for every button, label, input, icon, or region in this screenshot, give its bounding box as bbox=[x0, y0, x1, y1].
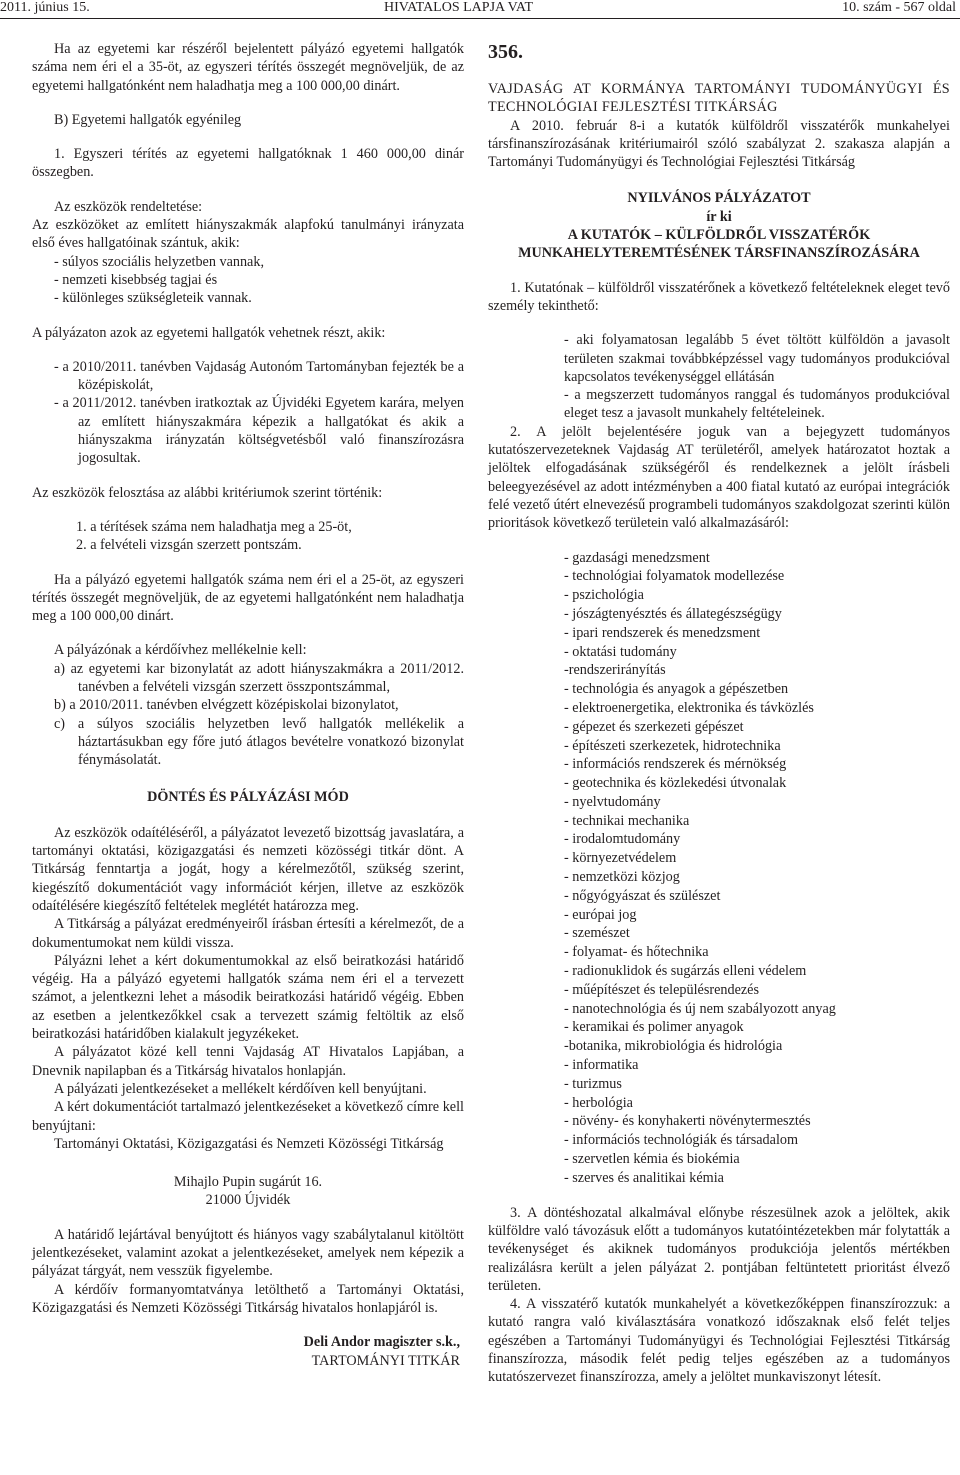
list-item: - különleges szükségleteik vannak. bbox=[54, 290, 252, 307]
paragraph: 3. A döntéshozatal alkalmával előnybe részesülnek azok a jelöltek, akik külföldre való távozásuk előtt a tudományos kutatóintézetekben már folytatták a tevékenységet és akiknek tudományos produkciója jelentős mértékben realizálásra került a jelen pályázat 2. pontjában feltüntetett prioritást élvező területen. bbox=[488, 1204, 950, 1294]
attachment-list bbox=[32, 660, 464, 770]
announcement-title: ír ki bbox=[706, 208, 732, 225]
paragraph: A Titkárság a pályázat eredményeiről írásban értesíti a kérelmezőt, de a dokumentumokat nem küldi vissza. bbox=[32, 916, 464, 951]
list-item: a) az egyetemi kar bizonylatát az adott hiányszakmákra a 2011/2012. tanévben a felvételi vizsgán szerzett összpontszámmal, bbox=[54, 660, 464, 696]
list-item: - a megszerzett tudományos ranggal és tudományos produkcióval eleget tesz a javasolt munkahely feltételeinek. bbox=[564, 387, 950, 422]
paragraph: A pályázaton azok az egyetemi hallgatók vehetnek részt, akik: bbox=[32, 324, 386, 341]
paragraph: A kért dokumentációt tartalmazó jelentkezéseket a következő címre kell benyújtani: bbox=[32, 1099, 464, 1134]
list-item: - gépezet és szerkezeti gépészet bbox=[564, 718, 744, 735]
list-item: - információs technológiák és társadalom bbox=[564, 1132, 799, 1149]
list-item: 1. a térítések száma nem haladhatja meg a 25-öt, bbox=[76, 518, 352, 535]
list-item: - környezetvédelem bbox=[564, 850, 677, 867]
paragraph: 1. Egyszeri térítés az egyetemi hallgatóknak 1 460 000,00 dinár összegben. bbox=[32, 146, 464, 181]
paragraph: 2. A jelölt bejelentésére joguk van a bejegyzett tudományos kutatószervezeteknek Vajdaság AT területéről, amelyek határozatot hoztak a jelöltek elfogadásának szükségéről és rendelkeznek a jelölt írásbeli beleegyezésével az adott intézményben a 400 fiatal kutató az európai integrációk felé vezető útért elnevezésű programbeli tudományos szakdolgozat szerinti külön prioritások következő területein való alkalmazásáról: bbox=[488, 423, 950, 532]
right-column bbox=[488, 40, 950, 1387]
announcement-title: MUNKAHELYTEREMTÉSÉNEK TÁRSFINANSZÍROZÁSÁRA bbox=[518, 245, 920, 262]
list-item: - nemzetközi közjog bbox=[564, 869, 680, 886]
decision-heading: DÖNTÉS ÉS PÁLYÁZÁSI MÓD bbox=[147, 788, 349, 805]
list-item: - oktatási tudomány bbox=[564, 643, 677, 660]
list-item: - ipari rendszerek és menedzsment bbox=[564, 624, 761, 641]
paragraph: 4. A visszatérő kutatók munkahelyét a következőképpen finanszírozzuk: a kutató rangra való kiválasztására vonatkozó időszaknak első felét teljes egészében a Tartományi Tudományügyi és Technológiai Fejlesztési Titkárság finanszírozza, második felét pedig teljes egészében az a tudományos kutatószervezet finanszírozza, amely a jelöltet munkaviszonyt létesít. bbox=[488, 1296, 950, 1386]
list-item: 2. a felvételi vizsgán szerzett pontszám. bbox=[76, 537, 302, 554]
address-street: Mihajlo Pupin sugárút 16. bbox=[173, 1174, 323, 1191]
issuer-name: VAJDASÁG AT KORMÁNYA TARTOMÁNYI TUDOMÁNYÜGYI ÉS TECHNOLÓGIAI FEJLESZTÉSI TITKÁRSÁG bbox=[488, 81, 950, 116]
signer-name: Deli Andor magiszter s.k., bbox=[303, 1334, 460, 1351]
address-city: 21000 Újvidék bbox=[205, 1192, 291, 1209]
announcement-title: NYILVÁNOS PÁLYÁZATOT bbox=[627, 190, 811, 207]
list-item: b) a 2010/2011. tanévben elvégzett középiskolai bizonylatot, bbox=[54, 697, 399, 714]
purpose-list bbox=[32, 253, 464, 308]
paragraph: 1. Kutatónak – külföldről visszatérőnek a következő feltételeknek eleget tevő személy tekinthető: bbox=[488, 279, 950, 314]
announcement-title: A KUTATÓK – KÜLFÖLDRŐL VISSZATÉRŐK bbox=[567, 227, 871, 244]
header-date: 2011. június 15. bbox=[0, 0, 90, 15]
left-column bbox=[32, 40, 464, 1370]
list-item: - szemészet bbox=[564, 925, 630, 942]
participant-list bbox=[32, 358, 464, 468]
section-heading: Az eszközök felosztása az alábbi kritériumok szerint történik: bbox=[32, 484, 383, 501]
list-item: -rendszerirányítás bbox=[564, 662, 666, 679]
list-item: - informatika bbox=[564, 1057, 639, 1074]
conditions-list bbox=[488, 331, 950, 422]
section-heading: A pályázónak a kérdőívhez mellékelnie kell: bbox=[54, 642, 307, 659]
list-item: - folyamat- és hőtechnika bbox=[564, 944, 709, 961]
criteria-list bbox=[32, 518, 464, 555]
paragraph: A határidő lejártával benyújtott és hiányos vagy szabálytalanul kitöltött jelentkezéseket, valamint azokat a jelentkezéseket, amelyek nem képezik a pályázat tárgyát, nem vesszük figyelembe. bbox=[32, 1226, 464, 1280]
header-page-number: 10. szám - 567 oldal bbox=[842, 0, 956, 15]
list-item: - információs rendszerek és mérnökség bbox=[564, 756, 787, 773]
list-item: - elektroenergetika, elektronika és távközlés bbox=[564, 699, 814, 716]
list-item: - gazdasági menedzsment bbox=[564, 549, 710, 566]
list-item: c) a súlyos szociális helyzetben levő hallgatók mellékelik a háztartásukban egy főre jutó átlagos bevételre vonatkozó bizonylat fénymásolatát. bbox=[54, 715, 464, 769]
list-item: - nemzeti kisebbség tagjai és bbox=[54, 271, 218, 288]
list-item: - nyelvtudomány bbox=[564, 793, 661, 810]
page-header bbox=[0, 0, 960, 19]
paragraph: A pályázati jelentkezéseket a mellékelt kérdőíven kell benyújtani. bbox=[54, 1080, 427, 1097]
list-item: - pszichológia bbox=[564, 587, 644, 604]
list-item: -botanika, mikrobiológia és hidrológia bbox=[564, 1038, 783, 1055]
list-item: - herbológia bbox=[564, 1094, 633, 1111]
list-item: - technikai mechanika bbox=[564, 812, 690, 829]
list-item: - nanotechnológia és új nem szabályozott anyag bbox=[564, 1000, 836, 1017]
list-item: - szerves és analitikai kémia bbox=[564, 1169, 724, 1186]
list-item: - technológiai folyamatok modellezése bbox=[564, 568, 785, 585]
paragraph: Ha a pályázó egyetemi hallgatók száma nem éri el a 25-öt, az egyszeri térítés összegét megnöveljük, de az egyetemi hallgatónként nem haladhatja meg a 100 000,00 dinárt. bbox=[32, 571, 464, 625]
section-heading: B) Egyetemi hallgatók egyénileg bbox=[54, 111, 242, 128]
list-item: - irodalomtudomány bbox=[564, 831, 681, 848]
list-item: - keramikai és polimer anyagok bbox=[564, 1019, 744, 1036]
list-item: - súlyos szociális helyzetben vannak, bbox=[54, 253, 264, 270]
list-item: - műépítészet és településrendezés bbox=[564, 981, 759, 998]
paragraph: Az eszközöket az említett hiányszakmák alapfokú tanulmányi irányzata első éves hallgatóinak szántuk, akik: bbox=[32, 217, 464, 252]
paragraph: Ha az egyetemi kar részéről bejelentett pályázó egyetemi hallgatók száma nem éri el a 35-öt, az egyszeri térítés összegét megnöveljük, de az egyetemi hallgatónként nem haladhatja meg a 100 000,00 dinárt. bbox=[32, 41, 464, 94]
paragraph: Pályázni lehet a kért dokumentumokkal az első beiratkozási határidő végéig. Ha a pályázó egyetemi hallgatók száma nem éri el a tervezett számot, a jelentkezni lehet a második beiratkozási határidő végéig. Ebben az esetben a jelentkezőkkel csak a tervezett számig feltöltik az első beiratkozási határidőben kialakult jegyzékeket. bbox=[32, 952, 464, 1043]
list-item: - nőgyógyászat és szülészet bbox=[564, 887, 721, 904]
list-item: - aki folyamatosan legalább 5 évet töltött külföldön a javasolt területen szakmai továbbképzéssel vagy tudományos produkcióval kapcsolatos tevékenységgel ellátásán bbox=[564, 332, 950, 385]
list-item: - a 2010/2011. tanévben Vajdaság Autonóm Tartományban fejezték be a középiskolát, bbox=[54, 358, 464, 394]
list-item: - növény- és konyhakerti növénytermesztés bbox=[564, 1113, 811, 1130]
decision-number: 356. bbox=[488, 41, 523, 63]
list-item: - jószágtenyésztés és állategészségügy bbox=[564, 605, 782, 622]
paragraph: A kérdőív formanyomtatványa letölthető a Tartományi Oktatási, Közigazgatási és Nemzeti Közösségi Titkárság hivatalos honlapjáról is. bbox=[32, 1281, 464, 1316]
list-item: - geotechnika és közlekedési útvonalak bbox=[564, 775, 787, 792]
list-item: - technológia és anyagok a gépészetben bbox=[564, 681, 789, 698]
paragraph: Az eszközök odaítéléséről, a pályázatot levezető bizottság javaslatára, a tartományi oktatási, közigazgatási és nemzeti közösségi titkár dönt. A Titkárság fenntartja a jogát, hogy a kérelmezőtől, szükség szerint, kiegészítő dokumentációt vagy információt kérjen, illetve az eszközök odaítélésére kiegészítő feltételek meglétét határozza meg. bbox=[32, 824, 464, 914]
signer-title: TARTOMÁNYI TITKÁR bbox=[311, 1352, 460, 1369]
list-item: - európai jog bbox=[564, 906, 637, 923]
paragraph: A pályázatot közé kell tenni Vajdaság AT Hivatalos Lapjában, a Dnevnik napilapban és a Titkárság hivatalos honlapján. bbox=[32, 1044, 464, 1079]
list-item: - radionuklidok és sugárzás elleni védelem bbox=[564, 963, 807, 980]
list-item: - turizmus bbox=[564, 1075, 622, 1092]
paragraph: A 2010. február 8-i a kutatók külföldről visszatérők munkahelyei társfinanszírozásának kritériumairól szóló szabályzat 2. szakasza alapján a Tartományi Tudományügyi és Technológiai Fejlesztési Titkárság bbox=[488, 117, 950, 171]
list-item: - építészeti szerkezetek, hidrotechnika bbox=[564, 737, 781, 754]
list-item: - a 2011/2012. tanévben iratkoztak az Újvidéki Egyetem karára, melyen az említett hiányszakmára képezik a hallgatókat és akik a hiányszakma irányzatán költségvetésből való finanszírozásra jogosultak. bbox=[54, 395, 464, 467]
priority-fields-list bbox=[488, 549, 950, 1188]
paragraph: Tartományi Oktatási, Közigazgatási és Nemzeti Közösségi Titkárság bbox=[54, 1135, 444, 1152]
list-item: - szervetlen kémia és biokémia bbox=[564, 1151, 740, 1168]
header-gazette-title: HIVATALOS LAPJA VAT bbox=[384, 0, 534, 15]
section-heading: Az eszközök rendeltetése: bbox=[54, 198, 203, 215]
